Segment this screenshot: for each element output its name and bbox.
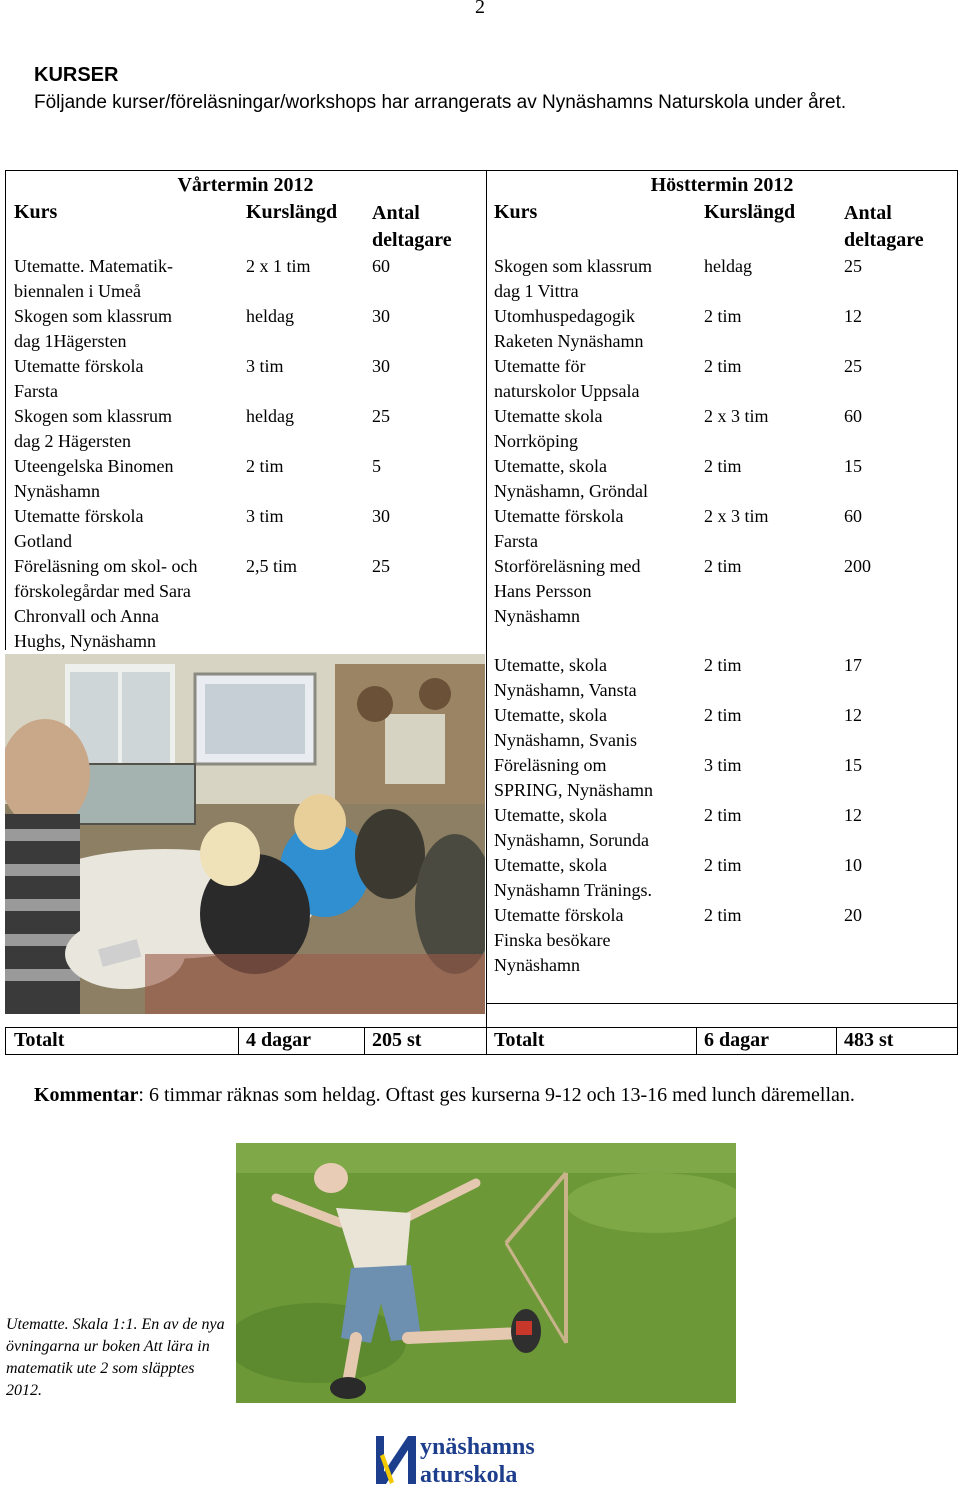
spring-row-5-langd: 2 tim xyxy=(246,456,284,476)
spring-row-1-antal: 60 xyxy=(372,256,390,276)
autumn-row-4-langd: 2 x 3 tim xyxy=(704,406,769,426)
autumn-row-1-kurs: Skogen som klassrum dag 1 Vittra xyxy=(494,256,653,301)
autumn-row-7-antal: 200 xyxy=(844,556,871,576)
intro-text: Följande kurser/föreläsningar/workshops har arrangerats av Nynäshamns Naturskola under året. xyxy=(34,92,847,113)
autumn-row-11-kurs: Utematte, skola Nynäshamn, Sorunda xyxy=(494,805,649,850)
autumn-total-divider-2 xyxy=(836,1027,837,1055)
naturskola-logo-graphic xyxy=(372,1430,584,1488)
autumn-row-1-antal: 25 xyxy=(844,256,862,276)
autumn-row-5-langd: 2 tim xyxy=(704,456,742,476)
total-row-line xyxy=(5,1027,958,1028)
spring-row-7-langd: 2,5 tim xyxy=(246,556,298,576)
autumn-row-6-antal: 60 xyxy=(844,506,862,526)
logo-line-2: aturskola xyxy=(420,1462,518,1488)
autumn-total-antal: 483 st xyxy=(844,1029,894,1051)
autumn-row-7-langd: 2 tim xyxy=(704,556,742,576)
autumn-row-2-langd: 2 tim xyxy=(704,306,742,326)
term-divider xyxy=(486,170,487,1055)
autumn-col-kurs: Kurs xyxy=(494,201,538,223)
spring-row-3-kurs: Utematte förskola Farsta xyxy=(14,356,144,401)
spring-row-2-langd: heldag xyxy=(246,306,294,326)
autumn-row-9-antal: 12 xyxy=(844,705,862,725)
autumn-row-9-langd: 2 tim xyxy=(704,705,742,725)
spring-total-divider-1 xyxy=(238,1027,239,1055)
autumn-total-label: Totalt xyxy=(494,1029,545,1051)
spring-row-2-antal: 30 xyxy=(372,306,390,326)
autumn-row-10-kurs: Föreläsning om SPRING, Nynäshamn xyxy=(494,755,654,800)
autumn-row-12-kurs: Utematte, skola Nynäshamn Tränings. xyxy=(494,855,653,900)
table-border-right xyxy=(957,170,958,1055)
autumn-row-2-kurs: Utomhuspedagogik Raketen Nynäshamn xyxy=(494,306,644,351)
spring-term-title: Vårtermin 2012 xyxy=(177,174,314,196)
spring-row-7-antal: 25 xyxy=(372,556,390,576)
autumn-row-5-antal: 15 xyxy=(844,456,862,476)
spring-row-6-langd: 3 tim xyxy=(246,506,284,526)
autumn-row-3-langd: 2 tim xyxy=(704,356,742,376)
autumn-total-langd: 6 dagar xyxy=(704,1029,769,1051)
autumn-row-7-kurs: Storföreläsning med Hans Persson Nynäshamn xyxy=(494,556,641,626)
autumn-row-12-antal: 10 xyxy=(844,855,862,875)
comment-label: Kommentar xyxy=(34,1084,139,1106)
spring-total-label: Totalt xyxy=(14,1029,65,1051)
autumn-end-line xyxy=(486,1003,958,1004)
naturskola-logo xyxy=(372,1430,584,1488)
autumn-row-4-kurs: Utematte skola Norrköping xyxy=(494,406,603,451)
autumn-row-10-antal: 15 xyxy=(844,755,862,775)
autumn-col-langd: Kurslängd xyxy=(704,201,796,223)
spring-row-7-kurs: Föreläsning om skol- och förskolegårdar med Sara Chronvall och Anna Hughs, Nynäshamn xyxy=(14,556,198,651)
autumn-row-3-antal: 25 xyxy=(844,356,862,376)
autumn-row-13-antal: 20 xyxy=(844,905,862,925)
table-border-left xyxy=(5,170,6,650)
spring-row-6-antal: 30 xyxy=(372,506,390,526)
spring-row-4-langd: heldag xyxy=(246,406,294,426)
classroom-photo-graphic xyxy=(5,654,485,1014)
autumn-row-5-kurs: Utematte, skola Nynäshamn, Gröndal xyxy=(494,456,648,501)
autumn-row-8-antal: 17 xyxy=(844,655,862,675)
comment-text: : 6 timmar räknas som heldag. Oftast ges kurserna 9-12 och 13-16 med lunch däremellan. xyxy=(138,1084,855,1106)
classroom-photo xyxy=(5,654,485,1014)
spring-row-3-langd: 3 tim xyxy=(246,356,284,376)
spring-row-2-kurs: Skogen som klassrum dag 1Hägersten xyxy=(14,306,173,351)
spring-col-langd: Kurslängd xyxy=(246,201,338,223)
autumn-row-8-langd: 2 tim xyxy=(704,655,742,675)
table-border-left-total xyxy=(5,1027,6,1055)
comment-paragraph xyxy=(34,1082,934,1109)
autumn-row-6-kurs: Utematte förskola Farsta xyxy=(494,506,624,551)
autumn-row-13-langd: 2 tim xyxy=(704,905,742,925)
autumn-row-9-kurs: Utematte, skola Nynäshamn, Svanis xyxy=(494,705,637,750)
spring-total-divider-2 xyxy=(364,1027,365,1055)
autumn-row-12-langd: 2 tim xyxy=(704,855,742,875)
logo-line-1: ynäshamns xyxy=(420,1434,535,1460)
autumn-col-antal: Antal deltagare xyxy=(844,202,924,251)
page-number: 2 xyxy=(475,0,485,18)
spring-col-antal: Antal deltagare xyxy=(372,202,452,251)
section-heading: KURSER xyxy=(34,64,119,86)
table-border-top xyxy=(5,170,958,171)
autumn-term-title: Hösttermin 2012 xyxy=(650,174,794,196)
autumn-row-11-antal: 12 xyxy=(844,805,862,825)
autumn-row-1-langd: heldag xyxy=(704,256,752,276)
autumn-row-3-kurs: Utematte för naturskolor Uppsala xyxy=(494,356,640,401)
outdoor-photo xyxy=(236,1143,736,1403)
table-border-bottom xyxy=(5,1054,958,1055)
autumn-row-13-kurs: Utematte förskola Finska besökare Nynäshamn xyxy=(494,905,624,975)
autumn-row-11-langd: 2 tim xyxy=(704,805,742,825)
spring-row-5-antal: 5 xyxy=(372,456,381,476)
autumn-row-4-antal: 60 xyxy=(844,406,862,426)
spring-total-antal: 205 st xyxy=(372,1029,422,1051)
spring-row-4-antal: 25 xyxy=(372,406,390,426)
spring-total-langd: 4 dagar xyxy=(246,1029,311,1051)
autumn-total-divider-1 xyxy=(696,1027,697,1055)
spring-row-1-langd: 2 x 1 tim xyxy=(246,256,311,276)
spring-row-1-kurs: Utematte. Matematik- biennalen i Umeå xyxy=(14,256,173,301)
autumn-row-2-antal: 12 xyxy=(844,306,862,326)
autumn-row-6-langd: 2 x 3 tim xyxy=(704,506,769,526)
photo-caption: Utematte. Skala 1:1. En av de nya övningarna ur boken Att lära in matematik ute 2 som släpptes 2012. xyxy=(6,1316,225,1399)
spring-col-kurs: Kurs xyxy=(14,201,58,223)
spring-row-6-kurs: Utematte förskola Gotland xyxy=(14,506,144,551)
spring-row-3-antal: 30 xyxy=(372,356,390,376)
outdoor-photo-graphic xyxy=(236,1143,736,1403)
autumn-row-10-langd: 3 tim xyxy=(704,755,742,775)
autumn-row-8-kurs: Utematte, skola Nynäshamn, Vansta xyxy=(494,655,637,700)
spring-row-5-kurs: Uteengelska Binomen Nynäshamn xyxy=(14,456,174,501)
spring-row-4-kurs: Skogen som klassrum dag 2 Hägersten xyxy=(14,406,173,451)
